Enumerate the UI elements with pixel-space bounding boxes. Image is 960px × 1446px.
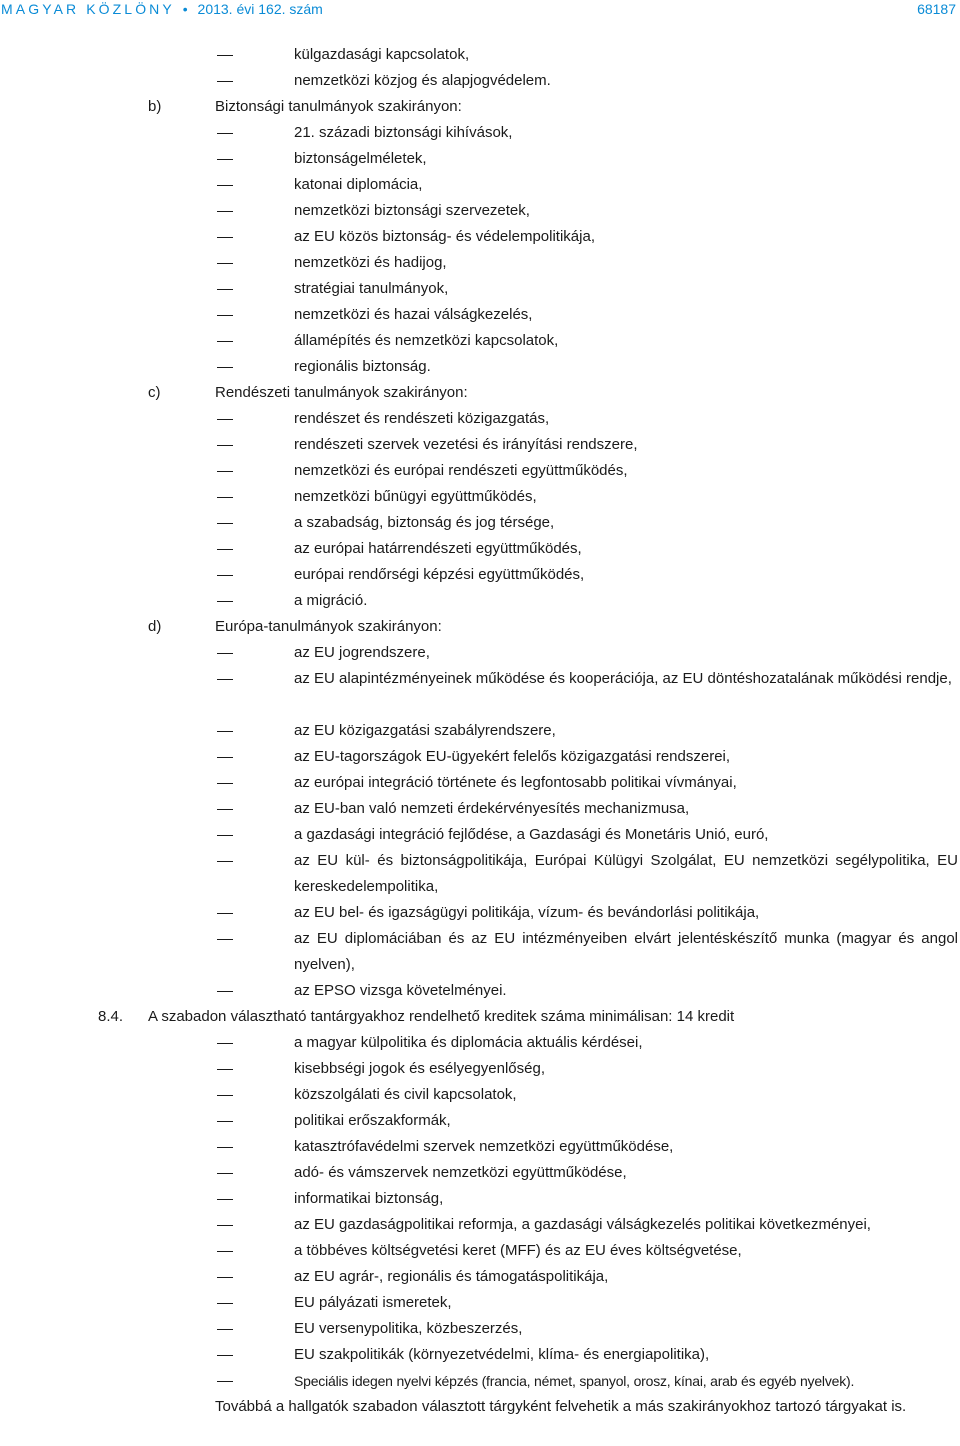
list-item-text: az EU-tagországok EU-ügyekért felelős közigazgatási rendszerei, [294,748,731,765]
list-item-text: az EU alapintézményeinek működése és kooperációja, az EU döntéshozatalának működési rendje, [294,670,952,687]
section-title: A szabadon választható tantárgyakhoz rendelhető kreditek száma minimálisan: 14 kredit [148,1008,735,1025]
journal-name: MAGYAR KÖZLÖNY [1,1,175,17]
list-item [0,432,960,458]
list-item [0,770,960,796]
list-item-text: EU szakpolitikák (környezetvédelmi, klíma- és energiapolitika), [294,1346,710,1363]
list-item-text: az EU gazdaságpolitikai reformja, a gazdasági válságkezelés politikai következményei, [294,1216,871,1233]
list-item-text: az EU diplomáciában és az EU intézményeiben elvárt jelentéskészítő munka (magyar és angol nyelven), [294,930,958,973]
list-item-text: államépítés és nemzetközi kapcsolatok, [294,332,559,349]
list-item-text: a szabadság, biztonság és jog térsége, [294,514,555,531]
list-item [0,1108,960,1134]
section-heading-d [0,614,960,640]
list-item-text: biztonságelméletek, [294,150,427,167]
list-item-text: nemzetközi és hazai válságkezelés, [294,306,533,323]
list-item-text: rendészeti szervek vezetési és irányítási rendszere, [294,436,638,453]
list-item-text: az EPSO vizsga követelményei. [294,982,507,999]
list-item-text: regionális biztonság. [294,358,431,375]
section-letter: b) [148,98,162,115]
list-item [0,1368,960,1394]
list-item [0,1160,960,1186]
document-body [0,42,960,1446]
list-item [0,718,960,744]
list-item [0,926,960,978]
list-item [0,198,960,224]
list-item [0,978,960,1004]
list-item-text: a többéves költségvetési keret (MFF) és az EU éves költségvetése, [294,1242,742,1259]
list-item [0,536,960,562]
list-item-text: az EU bel- és igazságügyi politikája, vízum- és bevándorlási politikája, [294,904,760,921]
section-title: Rendészeti tanulmányok szakirányon: [215,384,468,401]
header-bullet: • [182,1,188,17]
list-item-text: 21. századi biztonsági kihívások, [294,124,513,141]
list-item-text: közszolgálati és civil kapcsolatok, [294,1086,517,1103]
section-title: Európa-tanulmányok szakirányon: [215,618,442,635]
list-item [0,250,960,276]
list-item [0,172,960,198]
list-item [0,848,960,900]
page-number: 68187 [917,1,956,17]
list-item [0,120,960,146]
list-item-text: kisebbségi jogok és esélyegyenlőség, [294,1060,545,1077]
list-item-text: informatikai biztonság, [294,1190,444,1207]
section-number: 8.4. [98,1008,124,1025]
section-heading-c [0,380,960,406]
list-item [0,588,960,614]
section-letter: c) [148,384,161,401]
list-item [0,1238,960,1264]
list-item-text: politikai erőszakformák, [294,1112,451,1129]
list-item [0,1264,960,1290]
issue-label: 2013. évi 162. szám [197,1,323,17]
header-running-title [1,0,323,18]
list-item [0,744,960,770]
section-letter: d) [148,618,162,635]
list-item-text: az EU jogrendszere, [294,644,430,661]
section-heading-8-4 [0,1004,960,1030]
list-item-text: az EU közigazgatási szabályrendszere, [294,722,556,739]
closing-paragraph: Továbbá a hallgatók szabadon választott tárgyként felvehetik a más szakirányokhoz tartozó tárgyakat is. [215,1398,907,1415]
list-item-text: stratégiai tanulmányok, [294,280,449,297]
list-item [0,1290,960,1316]
list-item-text: nemzetközi és hadijog, [294,254,447,271]
list-item [0,1342,960,1368]
list-item [0,68,960,94]
list-item-text: az európai integráció története és legfontosabb politikai vívmányai, [294,774,737,791]
list-item [0,1134,960,1160]
list-item [0,796,960,822]
list-item [0,1056,960,1082]
page-header [0,0,960,26]
list-item-text: nemzetközi közjog és alapjogvédelem. [294,72,551,89]
list-item-text: az EU közös biztonság- és védelempolitikája, [294,228,595,245]
list-item-text: a magyar külpolitika és diplomácia aktuális kérdései, [294,1034,643,1051]
list-item-text: az EU-ban való nemzeti érdekérvényesítés mechanizmusa, [294,800,690,817]
list-item [0,484,960,510]
list-item-text: Speciális idegen nyelvi képzés (francia, német, spanyol, orosz, kínai, arab és egyéb nyelvek). [294,1373,855,1389]
list-item [0,42,960,68]
list-item [0,1186,960,1212]
list-item-text: katasztrófavédelmi szervek nemzetközi együttműködése, [294,1138,674,1155]
list-item [0,1316,960,1342]
list-item-text: az európai határrendészeti együttműködés, [294,540,582,557]
list-item-text: a gazdasági integráció fejlődése, a Gazdasági és Monetáris Unió, euró, [294,826,769,843]
list-item-text: az EU agrár-, regionális és támogatáspolitikája, [294,1268,609,1285]
list-item [0,900,960,926]
list-item [0,562,960,588]
list-item-text: a migráció. [294,592,368,609]
list-item [0,146,960,172]
list-item-text: EU versenypolitika, közbeszerzés, [294,1320,523,1337]
list-item [0,224,960,250]
list-item [0,302,960,328]
list-item [0,406,960,432]
list-item-text: európai rendőrségi képzési együttműködés, [294,566,585,583]
list-item-text: nemzetközi biztonsági szervezetek, [294,202,530,219]
list-item-text: EU pályázati ismeretek, [294,1294,452,1311]
list-item [0,354,960,380]
list-item [0,666,960,718]
list-item-text: nemzetközi és európai rendészeti együttműködés, [294,462,628,479]
list-item-text: nemzetközi bűnügyi együttműködés, [294,488,537,505]
list-item [0,1212,960,1238]
closing-paragraph-row [0,1394,960,1446]
list-item [0,458,960,484]
section-heading-b [0,94,960,120]
list-item-text: adó- és vámszervek nemzetközi együttműködése, [294,1164,627,1181]
list-item [0,640,960,666]
list-item [0,822,960,848]
list-item [0,328,960,354]
list-item [0,276,960,302]
list-item-text: rendészet és rendészeti közigazgatás, [294,410,550,427]
list-item-text: katonai diplomácia, [294,176,423,193]
list-item [0,510,960,536]
list-item-text: az EU kül- és biztonságpolitikája, Európai Külügyi Szolgálat, EU nemzetközi segélypolitika, EU kereskedelempolitika, [294,852,958,895]
list-item [0,1030,960,1056]
list-item-text: külgazdasági kapcsolatok, [294,46,470,63]
list-item [0,1082,960,1108]
section-title: Biztonsági tanulmányok szakirányon: [215,98,462,115]
